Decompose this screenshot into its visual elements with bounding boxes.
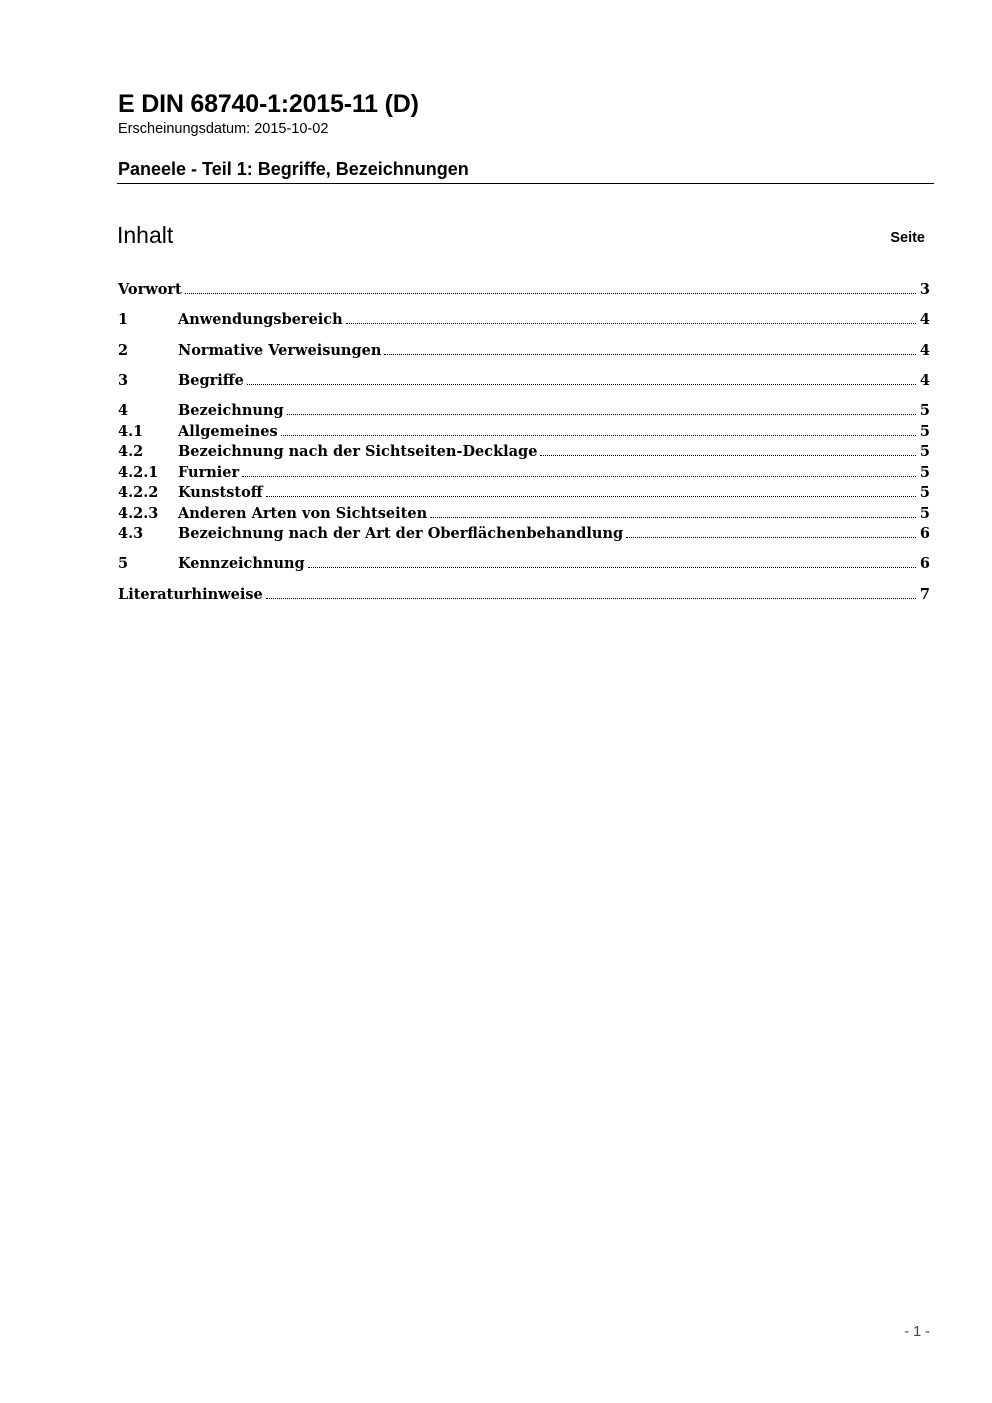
toc-leader-dots (281, 435, 916, 436)
toc-entry-1[interactable] (118, 311, 930, 332)
publication-date: Erscheinungsdatum: 2015-10-02 (118, 121, 329, 137)
toc-entry-page: 3 (919, 281, 930, 298)
toc-entry-title: Kennzeichnung (178, 555, 305, 573)
toc-entry-page: 5 (919, 504, 930, 522)
toc-entry-number: 4.1 (118, 422, 144, 440)
toc-entry-number: 2 (118, 341, 129, 359)
toc-entry-2[interactable] (118, 342, 930, 363)
toc-entry-page: 4 (919, 341, 930, 359)
toc-leader-dots (308, 567, 916, 568)
toc-entry-page: 5 (919, 463, 930, 481)
toc-entry-title: Allgemeines (178, 422, 278, 440)
toc-entry-vorwort[interactable] (118, 281, 930, 302)
toc-leader-dots (346, 323, 916, 324)
toc-leader-dots (185, 293, 916, 294)
toc-entry-page: 6 (919, 555, 930, 573)
toc-leader-dots (266, 496, 916, 497)
toc-entry-4[interactable] (118, 402, 930, 423)
toc-entry-literaturhinweise[interactable] (118, 586, 930, 607)
table-of-contents (118, 281, 930, 606)
toc-leader-dots (247, 384, 916, 385)
toc-entry-page: 4 (919, 371, 930, 389)
toc-entry-title: Anwendungsbereich (178, 311, 343, 329)
title-divider (117, 183, 934, 184)
toc-entry-page: 6 (919, 525, 930, 543)
page-column-label: Seite (890, 230, 925, 246)
toc-entry-title: Bezeichnung nach der Sichtseiten-Decklage (178, 443, 538, 461)
document-title: Paneele - Teil 1: Begriffe, Bezeichnungen (118, 159, 469, 179)
toc-entry-number: 4.2 (118, 443, 144, 461)
toc-entry-page: 7 (919, 585, 930, 603)
toc-entry-4-1[interactable] (118, 423, 930, 444)
toc-entry-title: Literaturhinweise (118, 585, 263, 603)
toc-leader-dots (626, 537, 916, 538)
toc-entry-4-2-1[interactable] (118, 464, 930, 485)
toc-entry-number: 5 (118, 555, 129, 573)
toc-leader-dots (540, 455, 916, 456)
toc-entry-4-3[interactable] (118, 525, 930, 546)
toc-entry-5[interactable] (118, 555, 930, 576)
toc-entry-number: 4 (118, 402, 129, 420)
toc-entry-number: 4.2.1 (118, 463, 159, 481)
toc-entry-page: 4 (919, 311, 930, 329)
toc-entry-title: Furnier (178, 463, 240, 481)
toc-entry-4-2-2[interactable] (118, 484, 930, 505)
toc-leader-dots (287, 414, 916, 415)
toc-entry-title: Anderen Arten von Sichtseiten (178, 504, 428, 522)
toc-entry-page: 5 (919, 443, 930, 461)
toc-entry-page: 5 (919, 402, 930, 420)
toc-entry-number: 4.2.2 (118, 484, 159, 502)
toc-entry-3[interactable] (118, 372, 930, 393)
toc-entry-title: Bezeichnung nach der Art der Oberflächenbehandlung (178, 525, 624, 543)
toc-entry-page: 5 (919, 422, 930, 440)
toc-entry-title: Bezeichnung (178, 402, 284, 420)
toc-entry-4-2[interactable] (118, 443, 930, 464)
toc-entry-number: 4.3 (118, 525, 144, 543)
toc-entry-number: 1 (118, 311, 129, 329)
toc-entry-number: 4.2.3 (118, 504, 159, 522)
toc-entry-title: Kunststoff (178, 484, 263, 502)
toc-leader-dots (384, 354, 916, 355)
toc-entry-number: 3 (118, 371, 129, 389)
toc-leader-dots (430, 517, 916, 518)
toc-entry-page: 5 (919, 484, 930, 502)
toc-entry-title: Normative Verweisungen (178, 341, 382, 359)
page-number: - 1 - (904, 1324, 930, 1340)
contents-heading: Inhalt (117, 222, 174, 248)
toc-entry-4-2-3[interactable] (118, 505, 930, 526)
document-id: E DIN 68740-1:2015-11 (D) (118, 90, 419, 118)
toc-leader-dots (242, 476, 916, 477)
toc-leader-dots (266, 598, 916, 599)
toc-entry-title: Begriffe (178, 371, 244, 389)
toc-entry-title: Vorwort (118, 281, 182, 298)
